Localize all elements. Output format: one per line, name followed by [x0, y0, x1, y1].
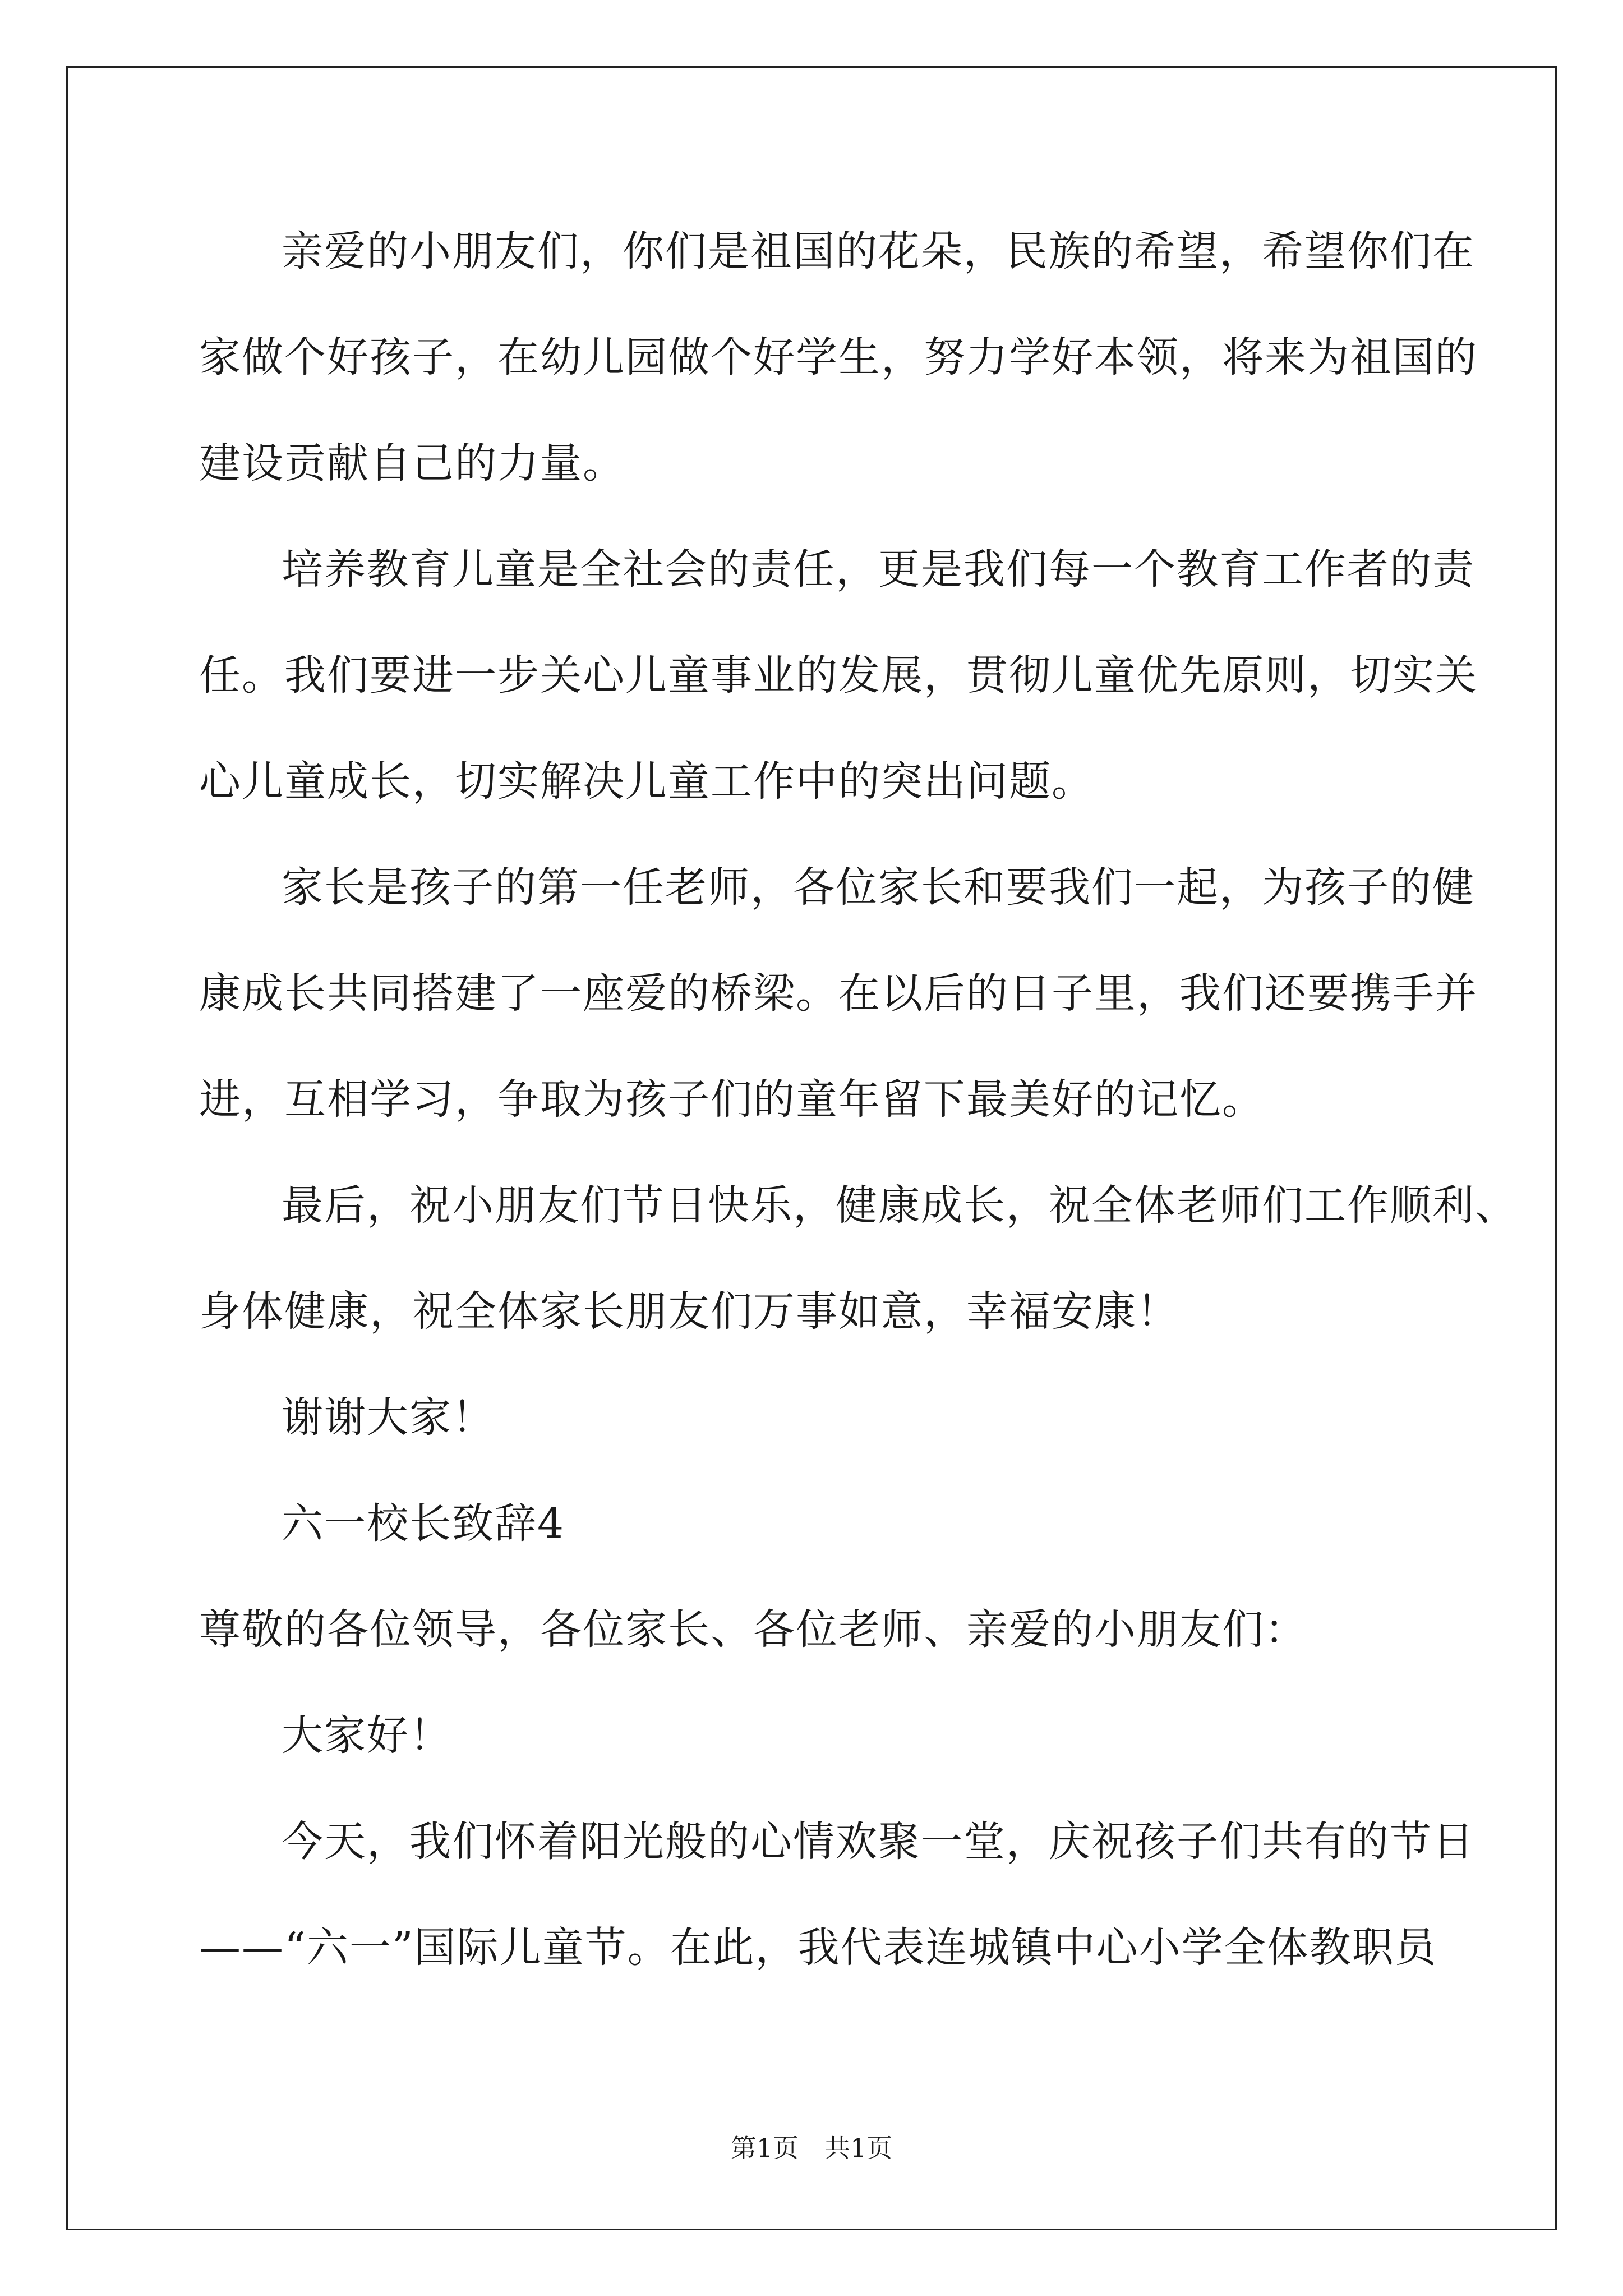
text-line: 亲爱的小朋友们，你们是祖国的花朵，民族的希望，希望你们在	[282, 227, 1475, 275]
text-line: 进，互相学习，争取为孩子们的童年留下最美好的记忆。	[199, 1075, 1265, 1124]
text-line: 任。我们要进一步关心儿童事业的发展，贯彻儿童优先原则，切实关	[199, 651, 1478, 700]
text-line: 培养教育儿童是全社会的责任，更是我们每一个教育工作者的责	[282, 545, 1475, 593]
page-number-footer: 第1页 共1页	[730, 2133, 893, 2163]
text-line: 今天，我们怀着阳光般的心情欢聚一堂，庆祝孩子们共有的节日	[282, 1818, 1475, 1866]
text-line: 尊敬的各位领导，各位家长、各位老师、亲爱的小朋友们：	[199, 1605, 1307, 1654]
text-line: ——“六一”国际儿童节。在此，我代表连城镇中心小学全体教职员	[199, 1924, 1437, 1972]
text-line: 建设贡献自己的力量。	[199, 439, 625, 487]
text-line: 身体健康，祝全体家长朋友们万事如意，幸福安康！	[199, 1287, 1179, 1336]
text-line: 心儿童成长，切实解决儿童工作中的突出问题。	[199, 757, 1094, 806]
text-line: 大家好！	[282, 1711, 452, 1760]
text-line: 最后，祝小朋友们节日快乐，健康成长，祝全体老师们工作顺利、	[282, 1181, 1518, 1230]
text-line: 家长是孩子的第一任老师，各位家长和要我们一起，为孩子的健	[282, 863, 1475, 912]
text-line: 谢谢大家！	[282, 1393, 495, 1442]
text-line: 康成长共同搭建了一座爱的桥梁。在以后的日子里，我们还要携手并	[199, 969, 1478, 1018]
page-border	[66, 66, 1557, 2230]
section-heading: 六一校长致辞4	[282, 1499, 565, 1548]
text-line: 家做个好孩子，在幼儿园做个好学生，努力学好本领，将来为祖国的	[199, 333, 1478, 381]
